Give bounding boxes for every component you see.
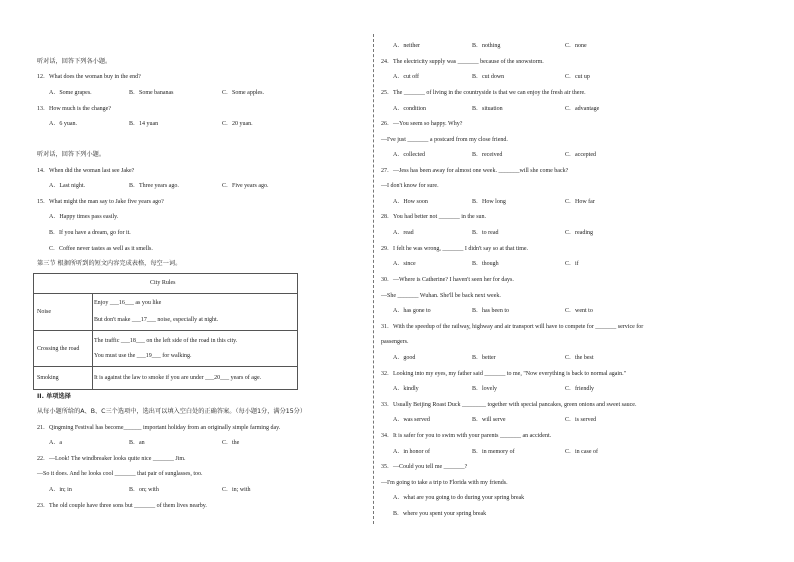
q31-option-a[interactable]: A．good: [393, 355, 416, 361]
question-22-line-1: 22．—Look! The windbreaker looks quite nice _______ Jim.: [37, 456, 186, 462]
question-26-line-1: 26．—You seem so happy. Why?: [381, 121, 463, 127]
q27-option-a[interactable]: A．How soon: [393, 199, 428, 205]
q34-option-c[interactable]: C．in case of: [565, 449, 598, 455]
question-30-line-2: —She _______ Wuhan. She'll be back next week.: [381, 293, 501, 299]
q29-option-c[interactable]: C．if: [565, 261, 579, 267]
q31-option-b[interactable]: B．better: [472, 355, 496, 361]
q29-option-b[interactable]: B．though: [472, 261, 499, 267]
listening-instruction-2: 听对话，回答下列小题。: [37, 151, 106, 158]
column-divider: [373, 34, 374, 524]
q25-option-a[interactable]: A．condition: [393, 106, 426, 112]
q32-option-c[interactable]: C．friendly: [565, 386, 594, 392]
q34-option-a[interactable]: A．in honor of: [393, 449, 430, 455]
q30-option-c[interactable]: C．went to: [565, 308, 593, 314]
question-32: 32．Looking into my eyes, my father said _______ to me, "Now everything is back to normal again.": [381, 371, 627, 377]
question-14: 14．When did the woman last see Jake?: [37, 168, 135, 174]
row-label-smoking: Smoking: [37, 375, 59, 381]
row-noise-line-1: Enjoy ___16___ as you like: [94, 300, 162, 306]
city-rules-table: [33, 273, 298, 390]
question-27-line-2: —I don't know for sure.: [381, 183, 439, 189]
q26-option-b[interactable]: B．received: [472, 152, 503, 158]
q32-option-a[interactable]: A．kindly: [393, 386, 419, 392]
q30-option-a[interactable]: A．has gone to: [393, 308, 431, 314]
question-35-line-2: —I'm going to take a trip to Florida with my friends.: [381, 480, 508, 486]
question-22-line-2: —So it does. And he looks cool _______ that pair of sunglasses, too.: [37, 471, 203, 477]
q23-option-b[interactable]: B．nothing: [472, 43, 501, 49]
row-label-noise: Noise: [37, 309, 51, 315]
section-3-heading: 第三节 根据所听到的短文内容完成表格，每空一词。: [37, 260, 182, 267]
q35-option-a[interactable]: A．what are you going to do during your spring break: [393, 495, 525, 501]
q28-option-a[interactable]: A．read: [393, 230, 414, 236]
row-crossing-line-2: You must use the ___19___ for walking.: [94, 353, 192, 359]
q21-option-c[interactable]: C．the: [222, 440, 240, 446]
q22-option-c[interactable]: C．in; with: [222, 487, 251, 493]
listening-instruction-1: 听对话，回答下列各小题。: [37, 58, 112, 65]
q21-option-a[interactable]: A．a: [49, 440, 62, 446]
q27-option-c[interactable]: C．How far: [565, 199, 595, 205]
question-13: 13．How much is the change?: [37, 106, 111, 112]
q28-option-c[interactable]: C．reading: [565, 230, 593, 236]
q12-option-c[interactable]: C．Some apples.: [222, 90, 264, 96]
q24-option-c[interactable]: C．cut up: [565, 74, 590, 80]
row-crossing-line-1: The traffic ___18___ on the left side of the road in this city.: [94, 338, 238, 344]
question-24: 24．The electricity supply was _______ because of the snowstorm.: [381, 59, 544, 65]
question-34: 34．It is safer for you to swim with your parents _______ an accident.: [381, 433, 552, 439]
q21-option-b[interactable]: B．an: [129, 440, 145, 446]
q13-option-a[interactable]: A．6 yuan.: [49, 121, 77, 127]
q23-option-a[interactable]: A．neither: [393, 43, 420, 49]
q22-option-b[interactable]: B．on; with: [129, 487, 159, 493]
q15-option-c[interactable]: C．Coffee never tastes as well as it smells.: [49, 246, 153, 252]
question-25: 25．The _______ of living in the countryside is that we can enjoy the fresh air there.: [381, 90, 586, 96]
q15-option-b[interactable]: B．If you have a dream, go for it.: [49, 230, 131, 236]
q14-option-a[interactable]: A．Last night.: [49, 183, 85, 189]
row-label-crossing: Crossing the road: [37, 346, 80, 352]
part-2-heading: II. 单项选择: [37, 393, 71, 400]
q26-option-c[interactable]: C．accepted: [565, 152, 596, 158]
q33-option-a[interactable]: A．was served: [393, 417, 430, 423]
q31-option-c[interactable]: C．the best: [565, 355, 594, 361]
q12-option-b[interactable]: B．Some bananas: [129, 90, 174, 96]
q35-option-b[interactable]: B．where you spent your spring break: [393, 511, 487, 517]
q25-option-c[interactable]: C．advantage: [565, 106, 600, 112]
q34-option-b[interactable]: B．in memory of: [472, 449, 515, 455]
question-21: 21．Qingming Festival has become______ important holiday from an originally simple farming day.: [37, 425, 281, 431]
q23-option-c[interactable]: C．none: [565, 43, 587, 49]
q33-option-b[interactable]: B．will serve: [472, 417, 506, 423]
q24-option-a[interactable]: A．cut off: [393, 74, 420, 80]
q15-option-a[interactable]: A．Happy times pass easily.: [49, 214, 119, 220]
question-29: 29．I felt he was wrong, _______ I didn't say so at that time.: [381, 246, 529, 252]
table-title: City Rules: [150, 280, 176, 286]
question-33: 33．Usually Beijing Roast Duck ________ together with special pancakes, green onions and sweet sauce.: [381, 402, 637, 408]
question-28: 28．You had better not _______ in the sun.: [381, 214, 487, 220]
q28-option-b[interactable]: B．to read: [472, 230, 499, 236]
q13-option-b[interactable]: B．14 yuan: [129, 121, 159, 127]
q27-option-b[interactable]: B．How long: [472, 199, 506, 205]
question-26-line-2: —I've just _______ a postcard from my close friend.: [381, 137, 508, 143]
part-2-instruction: 从每小题所给的A、B、C三个选项中，选出可以填入空白处的正确答案。（每小题1分，满分15分）: [37, 408, 307, 415]
q30-option-b[interactable]: B．has been to: [472, 308, 509, 314]
row-smoking-line-1: It is against the law to smoke if you are under ___20___ years of age.: [94, 375, 262, 381]
q14-option-b[interactable]: B．Three years ago.: [129, 183, 179, 189]
question-31-line-2: passengers.: [381, 339, 409, 345]
q22-option-a[interactable]: A．in; in: [49, 487, 72, 493]
question-23: 23．The old couple have three sons but _______ of them lives nearby.: [37, 503, 207, 509]
q26-option-a[interactable]: A．collected: [393, 152, 425, 158]
q13-option-c[interactable]: C．20 yuan.: [222, 121, 253, 127]
question-30-line-1: 30．—Where is Catherine? I haven't seen her for days.: [381, 277, 514, 283]
question-27-line-1: 27．—Jess has been away for almost one week. _______will she come back?: [381, 168, 569, 174]
question-31-line-1: 31．With the speedup of the railway, highway and air transport will have to compete for _______ service for: [381, 324, 644, 330]
q29-option-a[interactable]: A．since: [393, 261, 416, 267]
q33-option-c[interactable]: C．is served: [565, 417, 597, 423]
q14-option-c[interactable]: C．Five years ago.: [222, 183, 269, 189]
q24-option-b[interactable]: B．cut down: [472, 74, 505, 80]
q12-option-a[interactable]: A．Some grapes.: [49, 90, 92, 96]
question-15: 15．What might the man say to Jake five years ago?: [37, 199, 164, 205]
question-35-line-1: 35．—Could you tell me _______?: [381, 464, 468, 470]
q32-option-b[interactable]: B．lovely: [472, 386, 497, 392]
question-12: 12．What does the woman buy in the end?: [37, 74, 141, 80]
q25-option-b[interactable]: B．situation: [472, 106, 503, 112]
row-noise-line-2: But don't make ___17___ noise, especially at night.: [94, 317, 219, 323]
